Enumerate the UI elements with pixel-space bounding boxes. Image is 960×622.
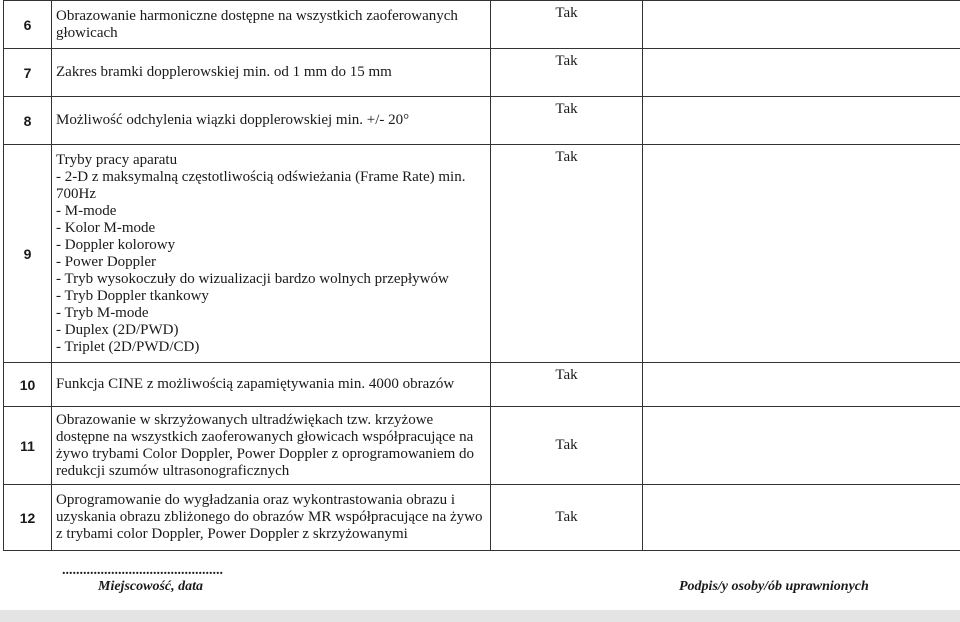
description-line: Oprogramowanie do wygładzania oraz wykontrastowania obrazu i — [56, 492, 456, 508]
row-number: 9 — [4, 145, 52, 363]
offer-cell — [643, 363, 960, 407]
row-number: 11 — [4, 407, 52, 485]
signature-footer — [0, 563, 960, 603]
row-number: 7 — [4, 49, 52, 97]
description-line: - 2-D z maksymalną częstotliwością odświeżania (Frame Rate) min. — [56, 168, 466, 185]
row-description — [52, 485, 491, 551]
description-line: Możliwość odchylenia wiązki dopplerowskiej min. +/- 20° — [56, 112, 410, 128]
description-line: - Tryb M-mode — [56, 304, 149, 321]
offer-cell — [643, 145, 960, 363]
description-line: - M-mode — [56, 202, 117, 219]
row-description — [52, 363, 491, 407]
description-line: Funkcja CINE z możliwością zapamiętywania min. 4000 obrazów — [56, 376, 455, 392]
offer-cell — [643, 49, 960, 97]
description-line: Tryby pracy aparatu — [56, 151, 178, 168]
signature-label: Podpis/y osoby/ób uprawnionych — [679, 579, 869, 594]
table-row — [4, 1, 960, 49]
row-description — [52, 49, 491, 97]
row-value: Tak — [491, 485, 643, 551]
description-line: z trybami color Doppler, Power Doppler z skrzyżowanymi — [56, 526, 408, 542]
row-value: Tak — [491, 49, 643, 97]
description-line: - Power Doppler — [56, 253, 156, 270]
description-line: - Doppler kolorowy — [56, 236, 176, 253]
description-line: Zakres bramki dopplerowskiej min. od 1 mm do 15 mm — [56, 64, 392, 80]
table-row — [4, 407, 960, 485]
row-value: Tak — [491, 145, 643, 363]
row-number: 12 — [4, 485, 52, 551]
page-bottom-strip — [0, 610, 960, 622]
row-number: 10 — [4, 363, 52, 407]
row-value: Tak — [491, 363, 643, 407]
table-row — [4, 97, 960, 145]
offer-cell — [643, 485, 960, 551]
description-line: żywo trybami Color Doppler, Power Doppler z oprogramowaniem do — [56, 445, 475, 462]
description-line: głowicach — [56, 24, 118, 41]
row-description — [52, 1, 491, 49]
row-value: Tak — [491, 97, 643, 145]
row-value: Tak — [491, 1, 643, 49]
description-line: dostępne na wszystkich zaoferowanych głowicach współpracujące na — [56, 428, 474, 445]
table-row — [4, 363, 960, 407]
description-line: redukcji szumów ultrasonograficznych — [56, 462, 290, 479]
specification-table — [3, 0, 960, 551]
offer-cell — [643, 1, 960, 49]
description-line: - Kolor M-mode — [56, 219, 156, 236]
place-date-label: Miejscowość, data — [98, 579, 203, 594]
description-line: Obrazowanie harmoniczne dostępne na wszystkich zaoferowanych — [56, 7, 458, 24]
description-line: - Tryb wysokoczuły do wizualizacji bardzo wolnych przepływów — [56, 270, 449, 287]
row-description — [52, 145, 491, 363]
table-row — [4, 145, 960, 363]
description-line: - Duplex (2D/PWD) — [56, 321, 179, 338]
table-row — [4, 485, 960, 551]
place-date-dotted-line: .............................................. — [62, 563, 223, 578]
table-row — [4, 49, 960, 97]
description-line: 700Hz — [56, 185, 96, 202]
description-line: uzyskania obrazu zbliżonego do obrazów MR współpracujące na żywo — [56, 509, 483, 525]
offer-cell — [643, 407, 960, 485]
row-value: Tak — [491, 407, 643, 485]
row-description — [52, 97, 491, 145]
offer-cell — [643, 97, 960, 145]
description-line: Obrazowanie w skrzyżowanych ultradźwiękach tzw. krzyżowe — [56, 411, 434, 428]
row-number: 6 — [4, 1, 52, 49]
description-line: - Triplet (2D/PWD/CD) — [56, 338, 200, 355]
row-number: 8 — [4, 97, 52, 145]
description-line: - Tryb Doppler tkankowy — [56, 287, 209, 304]
row-description — [52, 407, 491, 485]
